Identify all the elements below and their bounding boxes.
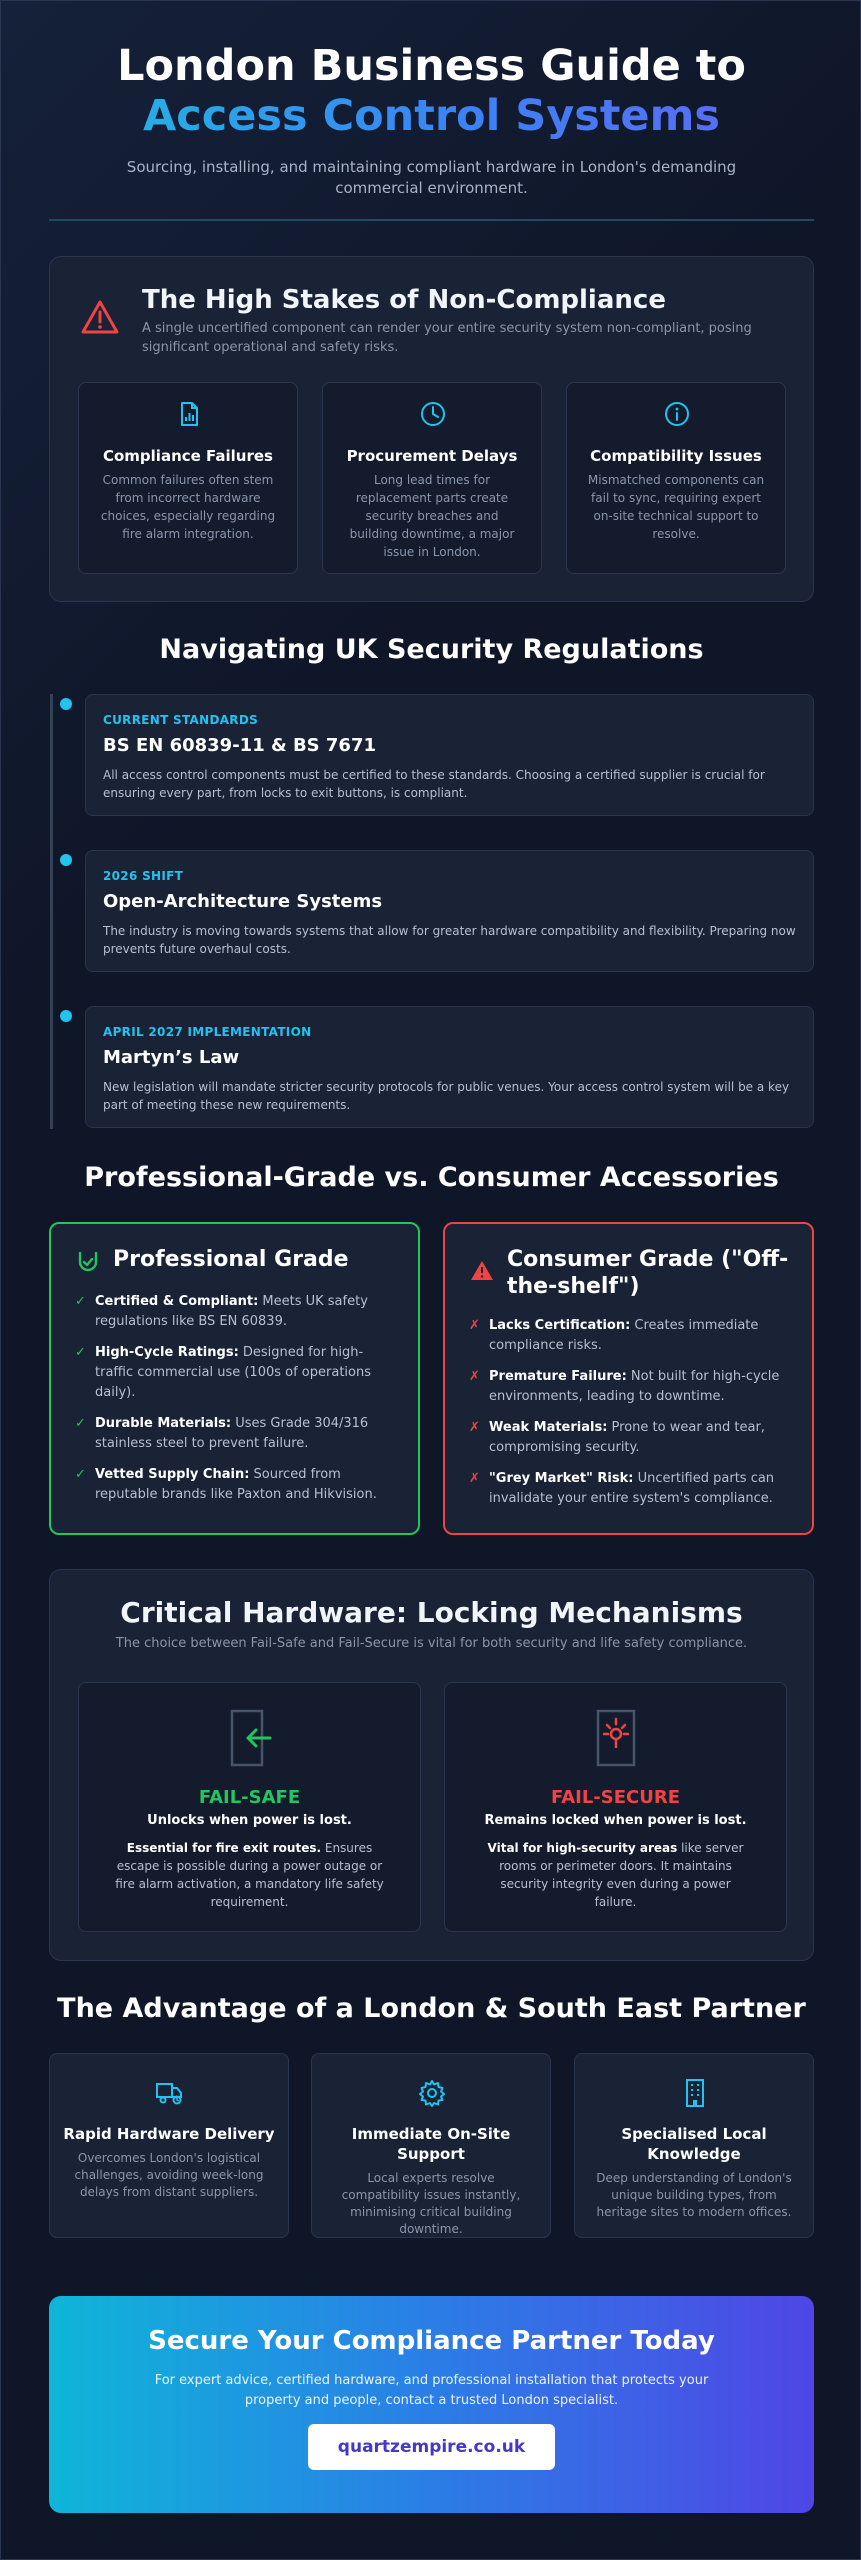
list-item: ✓ High-Cycle Ratings: Designed for high-traffic commercial use (100s of operations daily).	[75, 1345, 371, 1400]
professional-grade-title: Professional Grade	[113, 1247, 349, 1272]
clock-icon	[420, 401, 446, 427]
advantages-title: The Advantage of a London & South East Partner	[57, 1993, 806, 2024]
delivery-truck-icon	[155, 2078, 185, 2108]
title-line-2: Access Control Systems	[49, 91, 814, 141]
timeline-card-current	[85, 694, 814, 816]
advantage-text: Local experts resolve compatibility issues instantly, minimising critical building downtime.	[341, 2171, 521, 2236]
timeline-card-2026	[85, 850, 814, 972]
timeline-tag: APRIL 2027 IMPLEMENTATION	[103, 1025, 312, 1039]
advantage-title: Specialised Local Knowledge	[621, 2125, 767, 2163]
fail-secure-card	[444, 1682, 787, 1932]
list-item: ✗ Weak Materials: Prone to wear and tear, compromising security.	[469, 1420, 765, 1455]
professional-grade-card	[49, 1222, 420, 1535]
advantage-text: Overcomes London's logistical challenges, avoiding week-long delays from distant suppliers.	[74, 2151, 264, 2199]
fail-safe-description: Essential for fire exit routes. Ensures escape is possible during a power outage or fire alarm activation, a mandatory life safety requirement.	[115, 1841, 384, 1909]
list-item: ✓ Durable Materials: Uses Grade 304/316 stainless steel to prevent failure.	[75, 1416, 369, 1451]
advantage-title: Rapid Hardware Delivery	[63, 2125, 275, 2143]
stake-item-compatibility	[566, 382, 786, 574]
fail-safe-state: Unlocks when power is lost.	[147, 1813, 352, 1828]
locking-mechanisms-section	[49, 1569, 814, 1961]
warning-triangle-icon	[80, 299, 120, 335]
hero-header	[49, 41, 814, 199]
timeline-dot	[60, 1010, 72, 1022]
cross-icon: ✗	[469, 1318, 480, 1333]
advantage-card-support	[311, 2053, 551, 2238]
stakes-title: The High Stakes of Non-Compliance	[142, 285, 666, 315]
fail-secure-state: Remains locked when power is lost.	[484, 1813, 747, 1828]
timeline-line	[50, 694, 53, 1129]
professional-grade-list	[75, 1292, 400, 1516]
timeline-dot	[60, 698, 72, 710]
advantage-title: Immediate On-Site Support	[351, 2125, 511, 2163]
fail-safe-card	[78, 1682, 421, 1932]
fail-secure-name: FAIL-SECURE	[550, 1787, 681, 1808]
website-link-button[interactable]: quartzempire.co.uk	[308, 2424, 555, 2470]
shield-check-icon	[75, 1250, 101, 1276]
consumer-grade-list	[469, 1316, 794, 1520]
stake-item-procurement	[322, 382, 542, 574]
timeline-card-2027	[85, 1006, 814, 1128]
stake-item-title: Compliance Failures	[102, 447, 273, 465]
cta-banner	[49, 2296, 814, 2513]
advantage-text: Deep understanding of London's unique building types, from heritage sites to modern offices.	[596, 2171, 792, 2219]
consumer-grade-title: Consumer Grade ("Off-the-shelf")	[507, 1247, 789, 1299]
check-icon: ✓	[75, 1467, 86, 1482]
stakes-section	[49, 256, 814, 602]
page-title	[49, 41, 814, 141]
info-icon	[664, 401, 690, 427]
timeline-title: Martyn’s Law	[103, 1047, 240, 1068]
advantage-card-knowledge	[574, 2053, 814, 2238]
stake-item-text: Long lead times for replacement parts create security breaches and building downtime, a major issue in London.	[349, 473, 515, 559]
gear-icon	[417, 2078, 447, 2108]
consumer-grade-card	[443, 1222, 814, 1535]
cross-icon: ✗	[469, 1420, 480, 1435]
chart-document-icon	[176, 401, 202, 427]
door-exit-icon	[226, 1707, 274, 1769]
stake-item-title: Procurement Delays	[346, 447, 518, 465]
fail-safe-name: FAIL-SAFE	[198, 1787, 301, 1808]
list-item: ✗ Lacks Certification: Creates immediate compliance risks.	[469, 1318, 759, 1353]
check-icon: ✓	[75, 1294, 86, 1309]
advantage-card-delivery	[49, 2053, 289, 2238]
list-item: ✗ Premature Failure: Not built for high-cycle environments, leading to downtime.	[469, 1369, 780, 1404]
stake-item-text: Common failures often stem from incorrect hardware choices, especially regarding fire alarm integration.	[100, 473, 276, 541]
timeline-text: All access control components must be certified to these standards. Choosing a certified supplier is crucial for ensuring every part, from locks to exit buttons, is compliant.	[103, 768, 765, 800]
cta-text: For expert advice, certified hardware, and professional installation that protects your property and people, contact a trusted London specialist.	[154, 2373, 709, 2408]
timeline-dot	[60, 854, 72, 866]
comparison-title: Professional-Grade vs. Consumer Accessories	[84, 1162, 779, 1193]
locks-title: Critical Hardware: Locking Mechanisms	[120, 1596, 743, 1629]
timeline-title: BS EN 60839-11 & BS 7671	[103, 735, 376, 756]
cross-icon: ✗	[469, 1471, 480, 1486]
header-divider	[49, 219, 814, 221]
stakes-subtitle: A single uncertified component can render your entire security system non-compliant, posing significant operational and safety risks.	[142, 321, 752, 355]
stake-item-compliance	[78, 382, 298, 574]
timeline-tag: CURRENT STANDARDS	[103, 713, 259, 727]
timeline-text: The industry is moving towards systems that allow for greater hardware compatibility and flexibility. Preparing now prevents future overhaul costs.	[103, 924, 796, 956]
building-icon	[680, 2078, 710, 2108]
timeline-title: Open-Architecture Systems	[103, 891, 383, 912]
regulations-title: Navigating UK Security Regulations	[159, 634, 704, 665]
page-subtitle: Sourcing, installing, and maintaining compliant hardware in London's demanding commercial environment.	[126, 158, 737, 197]
check-icon: ✓	[75, 1345, 86, 1360]
cta-title: Secure Your Compliance Partner Today	[148, 2326, 715, 2356]
door-lock-icon	[592, 1707, 640, 1769]
stake-item-text: Mismatched components can fail to sync, requiring expert on-site technical support to resolve.	[587, 473, 765, 541]
fail-secure-description: Vital for high-security areas like server rooms or perimeter doors. It maintains security integrity even during a power failure.	[487, 1841, 744, 1909]
title-line-1: London Business Guide to	[117, 41, 746, 91]
cross-icon: ✗	[469, 1369, 480, 1384]
check-icon: ✓	[75, 1416, 86, 1431]
locks-subtitle: The choice between Fail-Safe and Fail-Secure is vital for both security and life safety compliance.	[115, 1636, 748, 1651]
stake-item-title: Compatibility Issues	[590, 447, 762, 465]
timeline-tag: 2026 SHIFT	[103, 869, 184, 883]
list-item: ✓ Vetted Supply Chain: Sourced from reputable brands like Paxton and Hikvision.	[75, 1467, 377, 1502]
timeline-text: New legislation will mandate stricter security protocols for public venues. Your access control system will be a key part of meeting these new requirements.	[103, 1080, 790, 1112]
list-item: ✗ "Grey Market" Risk: Uncertified parts can invalidate your entire system's compliance.	[469, 1471, 775, 1506]
warning-triangle-icon	[469, 1258, 495, 1284]
list-item: ✓ Certified & Compliant: Meets UK safety regulations like BS EN 60839.	[75, 1294, 368, 1329]
